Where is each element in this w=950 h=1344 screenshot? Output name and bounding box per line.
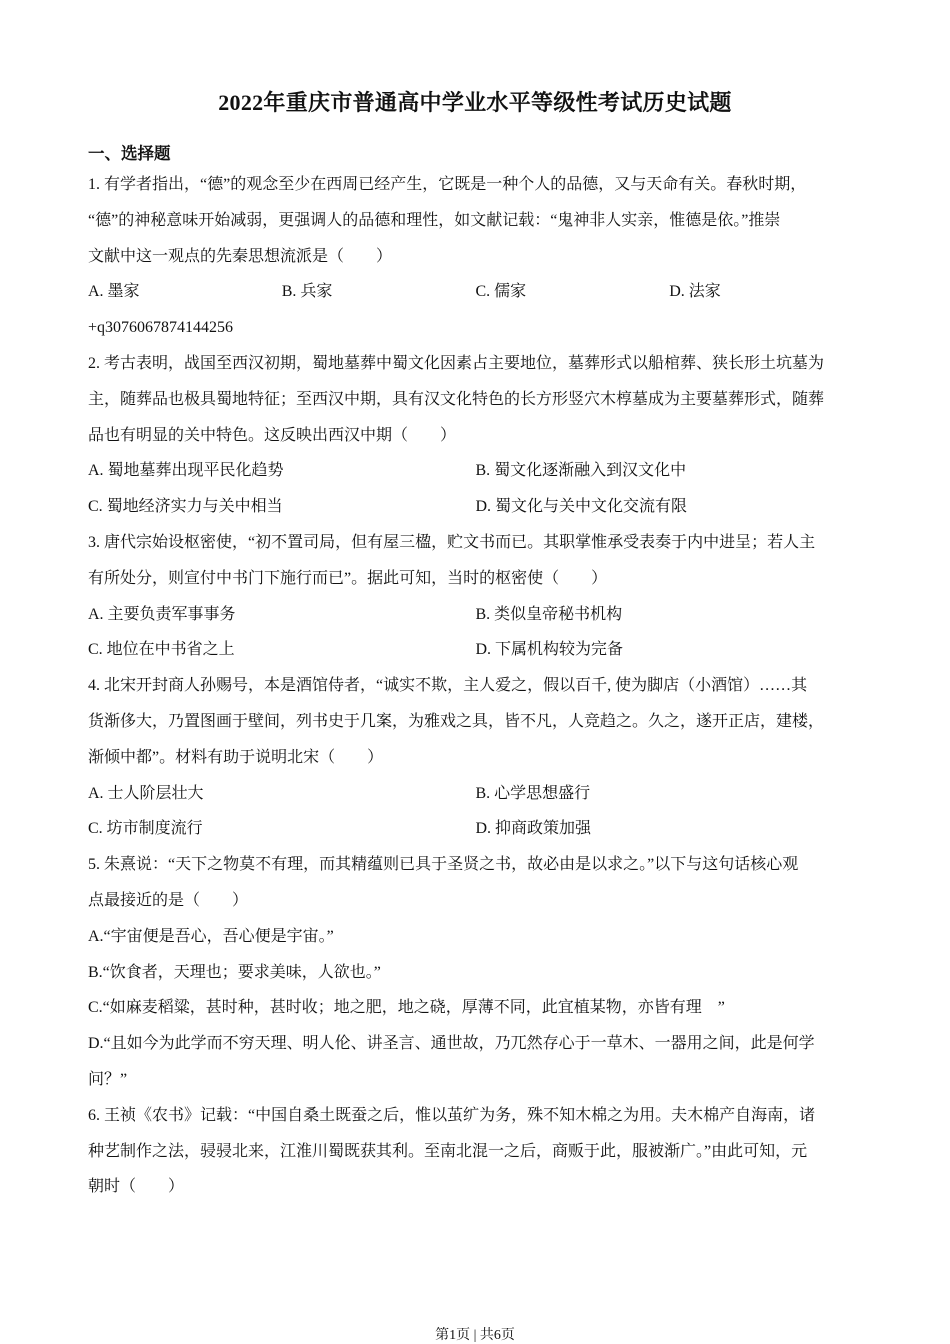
option-b: B.“饮食者，天理也；要求美味，人欲也。” (88, 963, 381, 981)
page-title: 2022年重庆市普通高中学业水平等级性考试历史试题 (218, 90, 732, 115)
option-d: D. 法家 (669, 283, 721, 301)
question-stem-line: 文献中这一观点的先秦思想流派是（ ） (88, 247, 393, 265)
question-stem-line: 4. 北宋开封商人孙赐号，本是酒馆侍者，“诚实不欺，主人爱之，假以百千, 使为脚店（小酒馆）……其 (88, 677, 808, 695)
question-stem-line: 主，随葬品也极具蜀地特征；至西汉中期，具有汉文化特色的长方形竖穴木椁墓成为主要墓葬形式，随葬 (88, 390, 825, 408)
question-6 (88, 1098, 863, 1205)
option-b: B. 蜀文化逐渐融入到汉文化中 (475, 462, 687, 480)
options-row (88, 489, 863, 525)
question-stem-line: 1. 有学者指出，“德”的观念至少在西周已经产生，它既是一种个人的品德，又与天命有关。春秋时期， (88, 176, 807, 193)
question-1 (88, 167, 863, 346)
option-c: C. 蜀地经济实力与关中相当 (88, 498, 283, 516)
question-stem-line: 货渐侈大，乃置图画于壁间，列书史于几案，为雅戏之具，皆不凡，人竞趋之。久之，遂开正店，建楼， (88, 712, 825, 730)
question-stem-line: 3. 唐代宗始设枢密使，“初不置司局，但有屋三楹，贮文书而已。其职掌惟承受表奏于内中进呈；若人主 (88, 533, 816, 551)
option-b: B. 心学思想盛行 (475, 784, 591, 802)
option-c: C. 儒家 (475, 283, 527, 301)
question-4 (88, 668, 863, 847)
options-row (88, 453, 863, 489)
options-row (88, 776, 863, 812)
option-c: C.“如麻麦稻粱，甚时种，甚时收；地之肥，地之硗，厚薄不同，此宜植某物，亦皆有理 ” (88, 999, 725, 1017)
question-stem-line: 6. 王祯《农书》记载：“中国自桑土既蚕之后，惟以茧纩为务，殊不知木棉之为用。夫木棉产自海南，诸 (88, 1106, 816, 1124)
options-row (88, 811, 863, 847)
option-d: D. 蜀文化与关中文化交流有限 (475, 498, 688, 516)
option-a: A. 士人阶层壮大 (88, 784, 204, 802)
extra-code: +q3076067874144256 (88, 319, 234, 337)
option-a: A. 蜀地墓葬出现平民化趋势 (88, 462, 284, 480)
option-d: D. 抑商政策加强 (475, 820, 592, 838)
question-2 (88, 346, 863, 525)
option-b: B. 兵家 (281, 283, 333, 301)
option-d: D.“且如今为此学而不穷天理、明人伦、讲圣言、通世故，乃兀然存心于一草木、一器用之间，此是何学 (88, 1035, 815, 1053)
question-stem-line: 点最接近的是（ ） (88, 891, 249, 909)
question-stem-line: 渐倾中都”。材料有助于说明北宋（ ） (88, 748, 384, 766)
option-a: A. 墨家 (88, 283, 140, 301)
page-footer: 第1页 | 共6页 (435, 1328, 515, 1343)
question-stem-line: 品也有明显的关中特色。这反映出西汉中期（ ） (88, 426, 457, 444)
question-stem-line: 2. 考古表明，战国至西汉初期，蜀地墓葬中蜀文化因素占主要地位，墓葬形式以船棺葬、狭长形土坑墓为 (88, 354, 825, 372)
question-3 (88, 525, 863, 668)
question-stem-line: 种艺制作之法，骎骎北来，江淮川蜀既获其利。至南北混一之后，商贩于此，服被渐广。”由此可知，元 (88, 1142, 808, 1160)
option-c: C. 坊市制度流行 (88, 820, 203, 838)
option-d-continued: 问？” (88, 1070, 128, 1088)
question-5 (88, 847, 863, 1098)
option-c: C. 地位在中书省之上 (88, 641, 235, 659)
options-row (88, 274, 863, 310)
question-stem-line: 有所处分，则宣付中书门下施行而已”。据此可知，当时的枢密使（ ） (88, 569, 608, 587)
section-heading: 一、选择题 (88, 144, 171, 163)
question-stem-line: 朝时（ ） (88, 1178, 185, 1196)
option-d: D. 下属机构较为完备 (475, 641, 624, 659)
question-stem-line: “德”的神秘意味开始减弱，更强调人的品德和理性，如文献记载：“鬼神非人实亲，惟德是依。”推崇 (88, 211, 781, 229)
options-row (88, 632, 863, 668)
options-row (88, 597, 863, 633)
option-a: A.“宇宙便是吾心，吾心便是宇宙。” (88, 927, 334, 945)
question-stem-line: 5. 朱熹说：“天下之物莫不有理，而其精蕴则已具于圣贤之书，故必由是以求之。”以下与这句话核心观 (88, 856, 799, 874)
option-b: B. 类似皇帝秘书机构 (475, 605, 623, 623)
question-list (88, 167, 863, 1205)
option-a: A. 主要负责军事事务 (88, 605, 236, 623)
